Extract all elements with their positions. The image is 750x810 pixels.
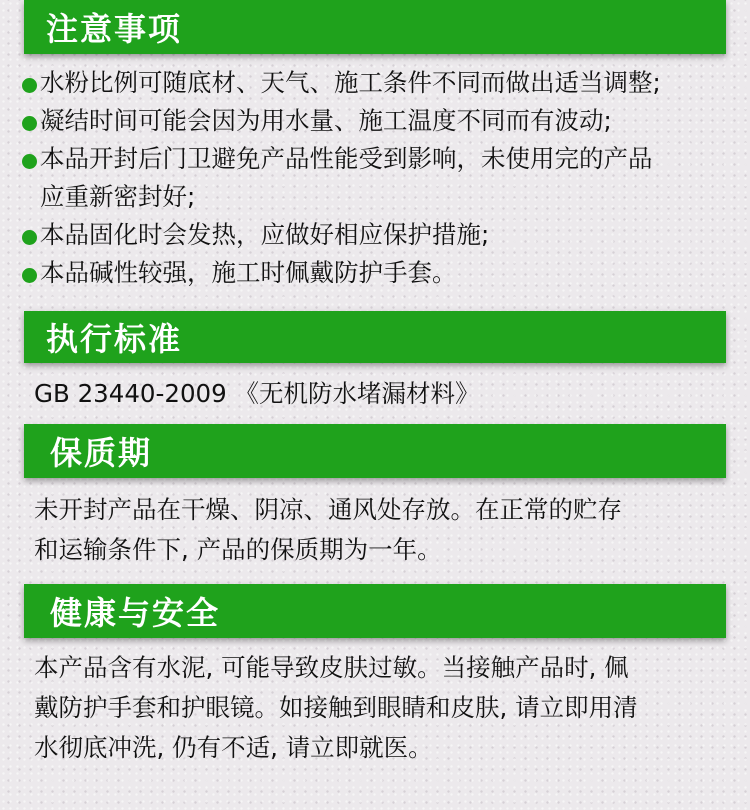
notes-title: 注意事项 (46, 10, 183, 48)
shelf-life-header-bar (24, 424, 726, 478)
shelf-life-title: 保质期 (50, 434, 153, 472)
bullet-icon (22, 154, 37, 169)
bullet-icon (22, 230, 37, 245)
safety-line: 本产品含有水泥, 可能导致皮肤过敏。当接触产品时, 佩 (34, 653, 629, 682)
bullet-icon (22, 78, 37, 93)
standard-title: 执行标准 (46, 320, 183, 358)
list-item-text: 水粉比例可随底材、天气、施工条件不同而做出适当调整; (40, 68, 661, 97)
safety-line: 水彻底冲洗, 仍有不适, 请立即就医。 (34, 733, 433, 762)
notes-list (20, 64, 720, 292)
bullet-icon (22, 116, 37, 131)
list-item-text: 本品碱性较强，施工时佩戴防护手套。 (40, 258, 457, 287)
list-item (20, 102, 720, 140)
list-item-text: 本品固化时会发热，应做好相应保护措施; (40, 220, 490, 249)
list-item (20, 216, 720, 254)
shelf-life-line: 和运输条件下, 产品的保质期为一年。 (34, 535, 442, 564)
safety-header-bar (24, 584, 726, 638)
list-item-text-continued: 应重新密封好; (40, 182, 196, 211)
safety-text-block (34, 648, 724, 768)
standard-header-bar (24, 311, 726, 363)
standard-text-block (34, 374, 724, 414)
bullet-icon (22, 268, 37, 283)
list-item-text: 凝结时间可能会因为用水量、施工温度不同而有波动; (40, 106, 612, 135)
list-item (20, 254, 720, 292)
list-item (20, 64, 720, 102)
safety-title: 健康与安全 (50, 594, 221, 632)
shelf-life-line: 未开封产品在干燥、阴凉、通风处存放。在正常的贮存 (34, 495, 622, 524)
safety-line: 戴防护手套和护眼镜。如接触到眼睛和皮肤, 请立即用清 (34, 693, 638, 722)
list-item (20, 140, 720, 216)
list-item-text: 本品开封后门卫避免产品性能受到影响，未使用完的产品 (40, 144, 653, 173)
notes-header-bar (24, 0, 726, 54)
standard-text: GB 23440-2009 《无机防水堵漏材料》 (34, 379, 480, 408)
shelf-life-text-block (34, 490, 724, 570)
